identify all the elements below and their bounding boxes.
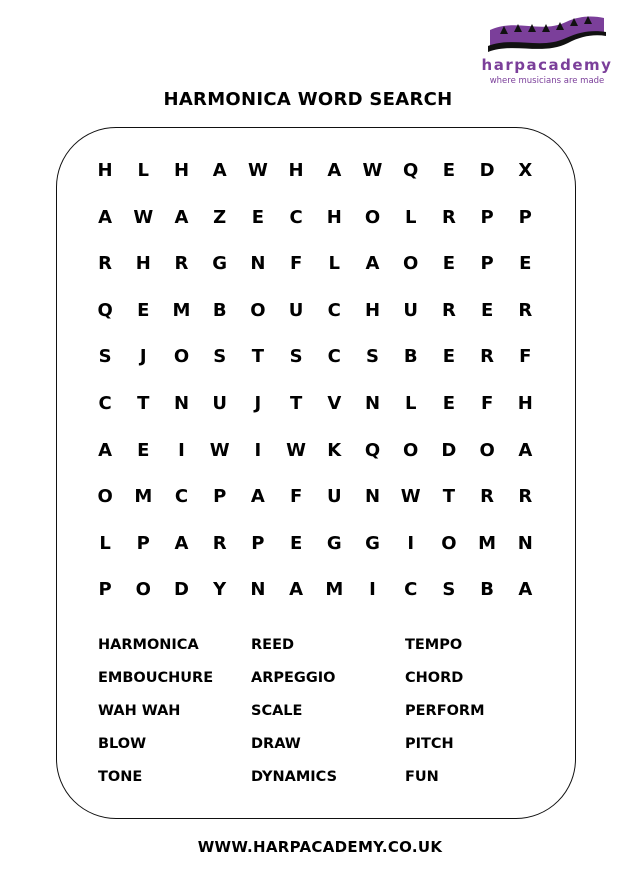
grid-letter: U <box>288 299 304 321</box>
grid-letter: C <box>327 346 341 368</box>
grid-letter: O <box>135 579 151 601</box>
word-list-item: HARMONICA <box>98 637 199 653</box>
page-title: HARMONICA WORD SEARCH <box>163 89 453 110</box>
grid-letter: B <box>480 579 494 601</box>
grid-letter: W <box>209 439 230 461</box>
grid-letter: L <box>328 253 341 275</box>
grid-letter: V <box>327 393 342 414</box>
grid-letter: A <box>518 579 533 601</box>
grid-letter: M <box>325 579 344 601</box>
word-list-item: ARPEGGIO <box>251 670 336 686</box>
grid-letter: S <box>98 346 112 368</box>
grid-letter: I <box>369 579 376 601</box>
grid-letter: T <box>137 393 150 414</box>
grid-letter: G <box>326 532 342 554</box>
grid-letter: J <box>254 393 262 414</box>
grid-letter: U <box>326 486 342 508</box>
grid-letter: E <box>289 532 303 554</box>
grid-letter: E <box>137 299 150 321</box>
grid-letter: N <box>364 486 381 508</box>
grid-letter: E <box>442 253 456 275</box>
grid-letter: P <box>251 532 265 554</box>
grid-letter: J <box>139 346 147 368</box>
footer-url: WWW.HARPACADEMY.CO.UK <box>197 838 443 856</box>
grid-letter: B <box>212 299 227 321</box>
grid-letter: W <box>133 206 154 228</box>
grid-letter: O <box>173 346 190 368</box>
grid-letter: S <box>442 579 456 601</box>
word-list-item: TONE <box>98 769 143 785</box>
grid-letter: A <box>98 439 113 461</box>
grid-letter: O <box>364 206 381 228</box>
grid-letter: R <box>518 299 533 321</box>
grid-letter: E <box>137 439 150 461</box>
grid-letter: Z <box>213 206 227 228</box>
grid-letter: S <box>289 346 303 368</box>
grid-letter: O <box>403 439 419 461</box>
grid-letter: P <box>518 206 532 228</box>
grid-letter: U <box>212 393 227 414</box>
grid-letter: P <box>480 253 494 275</box>
brand-name: harpacademy <box>481 56 613 74</box>
grid-letter: W <box>362 160 383 181</box>
grid-letter: C <box>327 299 341 321</box>
grid-letter: A <box>174 206 189 228</box>
grid-letter: D <box>441 439 457 461</box>
word-list-item: DYNAMICS <box>251 769 338 785</box>
grid-letter: W <box>400 486 421 508</box>
grid-letter: O <box>250 299 266 321</box>
grid-letter: F <box>289 486 303 508</box>
grid-letter: K <box>327 439 342 461</box>
word-list-item: FUN <box>405 769 439 785</box>
grid-letter: C <box>174 486 189 508</box>
grid-letter: R <box>98 253 113 275</box>
grid-letter: H <box>173 160 190 181</box>
grid-letter: X <box>518 160 533 181</box>
grid-letter: A <box>327 160 342 181</box>
harmonica-logo-icon <box>486 12 608 56</box>
word-list-item: SCALE <box>251 703 303 719</box>
grid-letter: Y <box>213 579 227 601</box>
grid-letter: Q <box>364 439 381 461</box>
grid-letter: S <box>366 346 379 368</box>
grid-letter: F <box>480 393 494 414</box>
grid-letter: R <box>212 532 227 554</box>
grid-letter: H <box>288 160 304 181</box>
grid-letter: L <box>404 206 417 228</box>
grid-letter: F <box>519 346 532 368</box>
brand-tagline: where musicians are made <box>489 76 605 86</box>
grid-letter: R <box>441 299 456 321</box>
grid-letter: T <box>289 393 303 414</box>
grid-letter: O <box>97 486 113 508</box>
grid-letter: E <box>442 160 456 181</box>
grid-letter: H <box>364 299 381 321</box>
grid-letter: A <box>250 486 265 508</box>
grid-letter: A <box>174 532 189 554</box>
grid-letter: T <box>442 486 456 508</box>
grid-letter: E <box>251 206 265 228</box>
grid-letter: L <box>137 160 150 181</box>
grid-letter: R <box>441 206 456 228</box>
grid-letter: F <box>289 253 303 275</box>
grid-letter: L <box>99 532 111 554</box>
grid-letter: I <box>178 439 185 461</box>
word-list-item: DRAW <box>251 736 301 752</box>
harpacademy-logo <box>480 12 614 90</box>
word-list-item: CHORD <box>405 670 464 686</box>
grid-letter: A <box>98 206 113 228</box>
grid-letter: P <box>480 206 494 228</box>
grid-letter: N <box>517 532 533 554</box>
grid-letter: C <box>404 579 418 601</box>
grid-letter: E <box>442 393 456 414</box>
grid-letter: W <box>247 160 268 181</box>
grid-letter: G <box>365 532 380 554</box>
grid-letter: O <box>441 532 457 554</box>
grid-letter: M <box>172 299 191 321</box>
word-list-item: BLOW <box>98 736 147 752</box>
grid-letter: G <box>212 253 228 275</box>
grid-letter: R <box>480 486 495 508</box>
grid-letter: Q <box>403 160 419 181</box>
grid-letter: M <box>134 486 153 508</box>
grid-letter: E <box>480 299 494 321</box>
grid-letter: P <box>136 532 150 554</box>
grid-letter: R <box>480 346 495 368</box>
grid-letter: A <box>212 160 227 181</box>
grid-letter: D <box>174 579 189 601</box>
grid-letter: T <box>251 346 265 368</box>
grid-letter: E <box>519 253 532 275</box>
grid-letter: N <box>250 253 266 275</box>
grid-letter: P <box>213 486 227 508</box>
grid-letter: A <box>518 439 533 461</box>
grid-letter: Q <box>97 299 113 321</box>
grid-letter: C <box>98 393 112 414</box>
word-list-item: PERFORM <box>405 703 485 719</box>
grid-letter: D <box>479 160 495 181</box>
grid-letter: W <box>286 439 307 461</box>
word-list-item: WAH WAH <box>98 703 181 719</box>
grid-letter: U <box>403 299 418 321</box>
grid-letter: N <box>250 579 266 601</box>
word-list-item: REED <box>251 637 295 653</box>
grid-letter: H <box>326 206 342 228</box>
grid-letter: A <box>289 579 304 601</box>
grid-letter: N <box>173 393 190 414</box>
grid-letter: R <box>174 253 189 275</box>
grid-letter: I <box>254 439 262 461</box>
word-list-item: PITCH <box>405 736 454 752</box>
grid-letter: A <box>365 253 380 275</box>
grid-letter: S <box>213 346 227 368</box>
grid-letter: I <box>407 532 415 554</box>
grid-letter: O <box>479 439 495 461</box>
grid-letter: B <box>403 346 418 368</box>
grid-letter: R <box>518 486 533 508</box>
grid-letter: N <box>364 393 381 414</box>
grid-letter: H <box>135 253 151 275</box>
grid-letter: L <box>404 393 417 414</box>
grid-letter: P <box>98 579 112 601</box>
grid-letter: M <box>478 532 497 554</box>
grid-letter: E <box>442 346 456 368</box>
grid-letter: H <box>97 160 113 181</box>
word-list-item: EMBOUCHURE <box>98 670 214 686</box>
grid-letter: H <box>517 393 533 414</box>
word-list-item: TEMPO <box>405 637 463 653</box>
grid-letter: C <box>289 206 303 228</box>
grid-letter: O <box>403 253 419 275</box>
